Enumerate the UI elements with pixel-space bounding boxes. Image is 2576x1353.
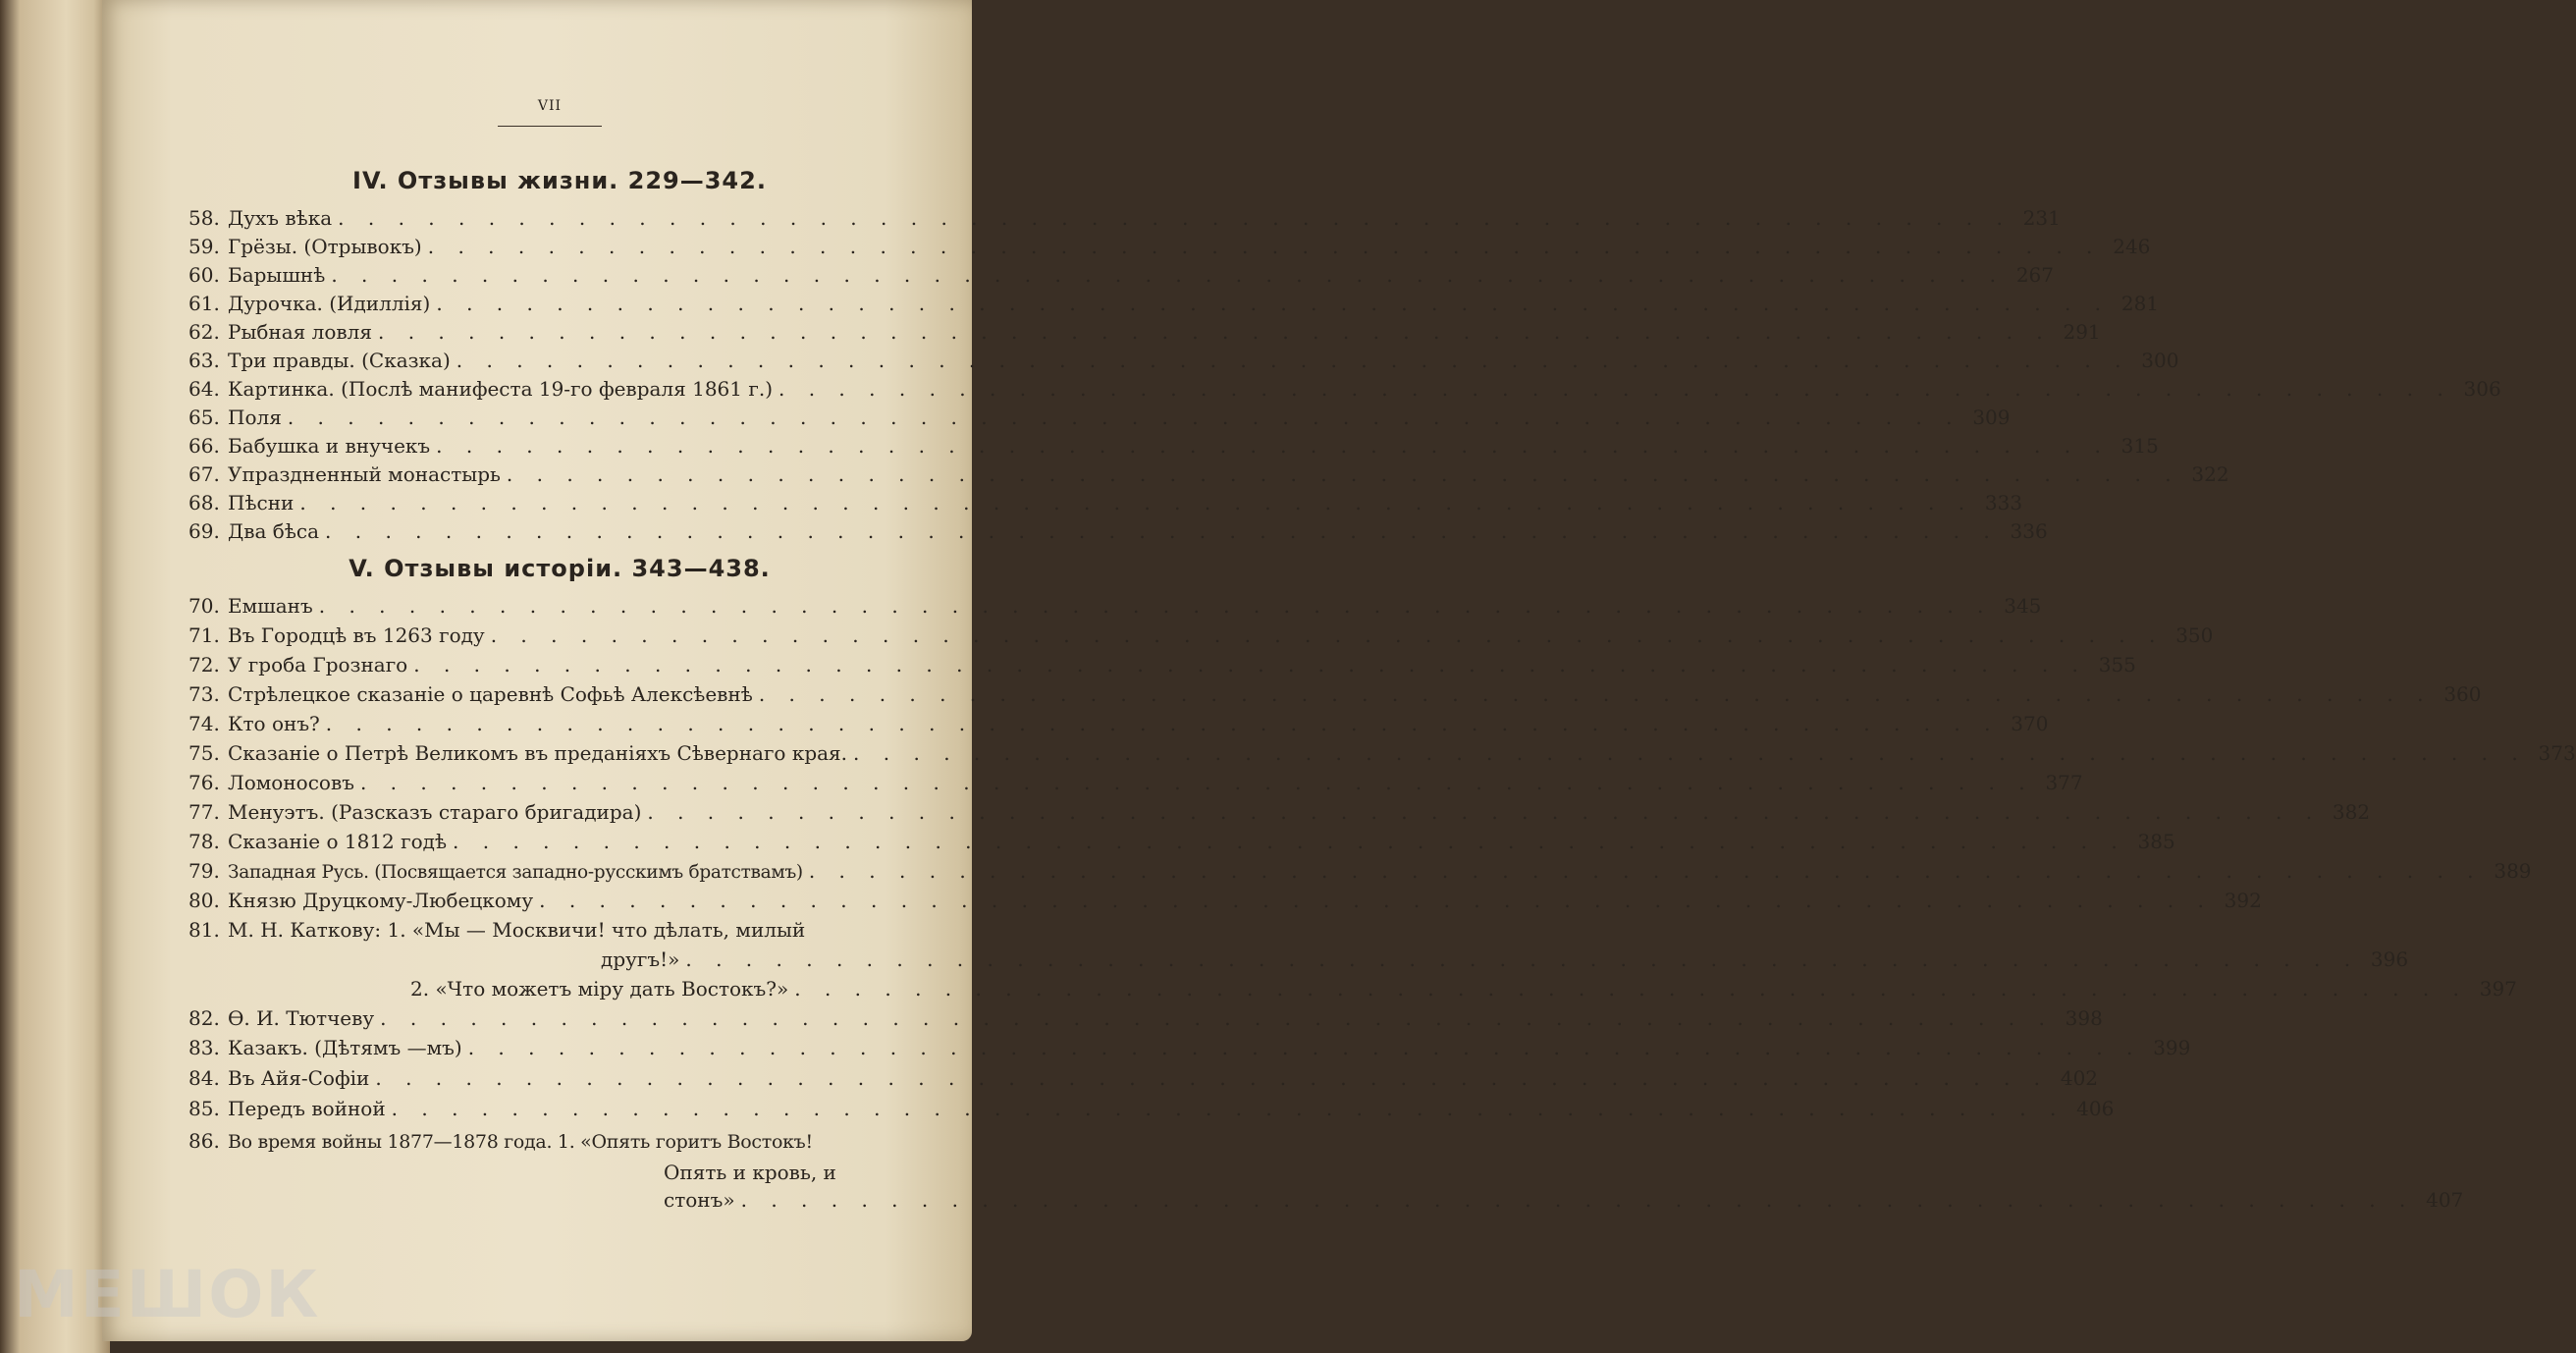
entry-page: 350 bbox=[2175, 623, 2214, 647]
toc-entry-war-line1 bbox=[188, 1129, 921, 1159]
leader-dots: . . . . . . . . . . . . . . . . . . . . . . . . . . . . . . . . . . . . . . . . . . . . . . . . . . . . . . . . bbox=[436, 434, 2110, 458]
entry-page: 345 bbox=[2004, 594, 2042, 618]
toc-entry bbox=[188, 771, 2083, 800]
leader-dots: . . . . . . . . . . . . . . . . . . . . . . . . . . . . . . . . . . . . . . . . . . . . . . . . . . . . . . . . bbox=[808, 859, 2483, 883]
leader-dots: . . . . . . . . . . . . . . . . . . . . . . . . . . . . . . . . . . . . . . . . . . . . . . . . . . . . . . . . bbox=[375, 1066, 2050, 1090]
leader-dots: . . . . . . . . . . . . . . . . . . . . . . . . . . . . . . . . . . . . . . . . . . . . . . . . . . . . . . . . bbox=[758, 682, 2433, 706]
entry-page: 399 bbox=[2153, 1036, 2191, 1059]
toc-entry bbox=[188, 594, 2042, 623]
entry-title: Емшанъ bbox=[228, 594, 313, 618]
toc-entry bbox=[188, 377, 2501, 406]
entry-number: 74. bbox=[188, 712, 220, 735]
entry-title-cont: стонъ» bbox=[664, 1188, 735, 1212]
toc-entry bbox=[188, 235, 2151, 264]
toc-entry bbox=[188, 800, 2371, 830]
leader-dots: . . . . . . . . . . . . . . . . . . . . . . . . . . . . . . . . . . . . . . . . . . . . . . . . . . . . . . . . bbox=[685, 947, 2360, 971]
leader-dots: . . . . . . . . . . . . . . . . . . . . . . . . . . . . . . . . . . . . . . . . . . . . . . . . . . . . . . . . bbox=[287, 406, 1961, 429]
entry-number: 64. bbox=[188, 377, 220, 401]
toc-entry bbox=[188, 682, 2482, 712]
toc-entry bbox=[188, 1006, 2103, 1036]
entry-page: 406 bbox=[2076, 1097, 2115, 1120]
entry-page: 385 bbox=[2137, 830, 2175, 853]
entry-page: 370 bbox=[2011, 712, 2049, 735]
entry-title: Три правды. (Сказка) bbox=[228, 349, 451, 372]
entry-number: 76. bbox=[188, 771, 220, 794]
entry-page: 309 bbox=[1972, 406, 2011, 429]
toc-entry bbox=[188, 462, 2229, 492]
leader-dots: . . . . . . . . . . . . . . . . . . . . . . . . . . . . . . . . . . . . . . . . . . . . . . . . . . . . . . . . bbox=[325, 712, 2000, 735]
leader-dots: . . . . . . . . . . . . . . . . . . . . . . . . . . . . . . . . . . . . . . . . . . . . . . . . . . . . . . . . bbox=[467, 1036, 2142, 1059]
entry-title: Два бѣса bbox=[228, 519, 320, 543]
entry-number: 86. bbox=[188, 1129, 220, 1153]
toc-entry-war-line3 bbox=[664, 1188, 2464, 1218]
toc-entry bbox=[188, 263, 2055, 293]
toc-entry-katkov-line3 bbox=[410, 977, 2517, 1006]
entry-number: 63. bbox=[188, 349, 220, 372]
entry-title: Упраздненный монастырь bbox=[228, 462, 501, 486]
leader-dots: . . . . . . . . . . . . . . . . . . . . . . . . . . . . . . . . . . . . . . . . . . . . . . . . . . . . . . . . bbox=[391, 1097, 2066, 1120]
entry-page: 333 bbox=[1984, 491, 2023, 514]
entry-page: 392 bbox=[2224, 889, 2262, 912]
entry-page: 281 bbox=[2120, 292, 2160, 315]
watermark-logo: МЕШОК bbox=[14, 1257, 321, 1332]
entry-page: 231 bbox=[2022, 206, 2061, 230]
entry-number: 80. bbox=[188, 889, 220, 912]
entry-title: Духъ вѣка bbox=[228, 206, 333, 230]
leader-dots: . . . . . . . . . . . . . . . . . . . . . . . . . . . . . . . . . . . . . . . . . . . . . . . . . . . . . . . . bbox=[490, 623, 2165, 647]
entry-title: Въ Айя-Софіи bbox=[228, 1066, 370, 1090]
toc-entry bbox=[188, 1097, 2115, 1126]
entry-title: Рыбная ловля bbox=[228, 320, 372, 344]
leader-dots: . . . . . . . . . . . . . . . . . . . . . . . . . . . . . . . . . . . . . . . . . . . . . . . . . . . . . . . . bbox=[740, 1188, 2415, 1212]
section-heading-iv: IV. Отзывы жизни. 229—342. bbox=[352, 167, 767, 194]
leader-dots: . . . . . . . . . . . . . . . . . . . . . . . . . . . . . . . . . . . . . . . . . . . . . . . . . . . . . . . . bbox=[359, 771, 2034, 794]
toc-entry bbox=[188, 491, 2023, 520]
entry-page: 336 bbox=[2010, 519, 2048, 543]
entry-number: 69. bbox=[188, 519, 220, 543]
section-heading-v: V. Отзывы исторіи. 343—438. bbox=[349, 555, 771, 582]
entry-title: Кто онъ? bbox=[228, 712, 320, 735]
toc-entry bbox=[188, 519, 2048, 549]
entry-title: Въ Городцѣ въ 1263 году bbox=[228, 623, 485, 647]
leader-dots: . . . . . . . . . . . . . . . . . . . . . . . . . . . . . . . . . . . . . . . . . . . . . . . . . . . . . . . . bbox=[436, 292, 2111, 315]
entry-number: 85. bbox=[188, 1097, 220, 1120]
entry-title: Поля bbox=[228, 406, 282, 429]
entry-number: 67. bbox=[188, 462, 220, 486]
leader-dots: . . . . . . . . . . . . . . . . . . . . . . . . . . . . . . . . . . . . . . . . . . . . . . . . . . . . . . . . bbox=[456, 349, 2130, 372]
entry-number: 78. bbox=[188, 830, 220, 853]
entry-page: 398 bbox=[2065, 1006, 2103, 1030]
entry-title: Грёзы. (Отрывокъ) bbox=[228, 235, 422, 258]
entry-number: 82. bbox=[188, 1006, 220, 1030]
entry-number: 77. bbox=[188, 800, 220, 824]
toc-entry bbox=[188, 859, 2532, 889]
entry-number: 72. bbox=[188, 653, 220, 676]
toc-entry bbox=[188, 1036, 2191, 1065]
entry-number: 60. bbox=[188, 263, 220, 287]
leader-dots: . . . . . . . . . . . . . . . . . . . . . . . . . . . . . . . . . . . . . . . . . . . . . . . . . . . . . . . . bbox=[647, 800, 2322, 824]
entry-title: М. Н. Каткову: 1. «Мы — Москвичи! что дѣлать, милый bbox=[228, 918, 806, 942]
entry-title: Бабушка и внучекъ bbox=[228, 434, 431, 458]
toc-entry-katkov-line2 bbox=[601, 947, 2409, 977]
entry-number: 81. bbox=[188, 918, 220, 942]
leader-dots: . . . . . . . . . . . . . . . . . . . . . . . . . . . . . . . . . . . . . . . . . . . . . . . . . . . . . . . . bbox=[539, 889, 2213, 912]
leader-dots: . . . . . . . . . . . . . . . . . . . . . . . . . . . . . . . . . . . . . . . . . . . . . . . . . . . . . . . . bbox=[299, 491, 1974, 514]
entry-page: 397 bbox=[2479, 977, 2517, 1001]
entry-page: 246 bbox=[2113, 235, 2151, 258]
leader-dots: . . . . . . . . . . . . . . . . . . . . . . . . . . . . . . . . . . . . . . . . . . . . . . . . . . . . . . . . bbox=[377, 320, 2052, 344]
entry-title: Стрѣлецкое сказаніе о царевнѣ Софьѣ Алексѣевнѣ bbox=[228, 682, 753, 706]
entry-title: Сказаніе о 1812 годѣ bbox=[228, 830, 448, 853]
toc-entry bbox=[188, 889, 2262, 918]
entry-title: Западная Русь. (Посвящается западно-русскимъ братствамъ) bbox=[228, 862, 803, 883]
leader-dots: . . . . . . . . . . . . . . . . . . . . . . . . . . . . . . . . . . . . . . . . . . . . . . . . . . . . . . . . bbox=[380, 1006, 2054, 1030]
entry-number: 84. bbox=[188, 1066, 220, 1090]
toc-entry bbox=[188, 741, 2576, 771]
entry-number: 75. bbox=[188, 741, 220, 765]
entry-title: Барышнѣ bbox=[228, 263, 326, 287]
entry-number: 70. bbox=[188, 594, 220, 618]
entry-page: 322 bbox=[2191, 462, 2229, 486]
leader-dots: . . . . . . . . . . . . . . . . . . . . . . . . . . . . . . . . . . . . . . . . . . . . . . . . . . . . . . . . bbox=[338, 206, 2012, 230]
entry-title: Ломоносовъ bbox=[228, 771, 354, 794]
entry-title: Пѣсни bbox=[228, 491, 295, 514]
toc-entry bbox=[188, 434, 2159, 463]
entry-title: Князю Друцкому-Любецкому bbox=[228, 889, 534, 912]
toc-entry bbox=[188, 623, 2214, 653]
entry-title: Картинка. (Послѣ манифеста 19-го февраля 1861 г.) bbox=[228, 377, 773, 401]
entry-page: 306 bbox=[2463, 377, 2501, 401]
entry-number: 66. bbox=[188, 434, 220, 458]
entry-title: Менуэтъ. (Разсказъ стараго бригадира) bbox=[228, 800, 642, 824]
entry-page: 355 bbox=[2098, 653, 2136, 676]
entry-number: 61. bbox=[188, 292, 220, 315]
entry-title-cont: 2. «Что можетъ міру дать Востокъ?» bbox=[410, 977, 789, 1001]
entry-number: 73. bbox=[188, 682, 220, 706]
toc-entry bbox=[188, 712, 2049, 741]
entry-title: Ѳ. И. Тютчеву bbox=[228, 1006, 375, 1030]
entry-page: 291 bbox=[2063, 320, 2101, 344]
leader-dots: . . . . . . . . . . . . . . . . . . . . . . . . . . . . . . . . . . . . . . . . . . . . . . . . . . . . . . . . bbox=[318, 594, 1993, 618]
toc-entry bbox=[188, 406, 2011, 435]
entry-title: Во время войны 1877—1878 года. 1. «Опять горитъ Востокъ! bbox=[228, 1131, 813, 1153]
entry-title: Сказаніе о Петрѣ Великомъ въ преданіяхъ Сѣвернаго края. bbox=[228, 741, 848, 765]
entry-page: 300 bbox=[2141, 349, 2179, 372]
page-number: VII bbox=[537, 98, 563, 114]
entry-title-cont: другъ!» bbox=[601, 947, 680, 971]
entry-page: 315 bbox=[2120, 434, 2159, 458]
leader-dots: . . . . . . . . . . . . . . . . . . . . . . . . . . . . . . . . . . . . . . . . . . . . . . . . . . . . . . . . bbox=[853, 741, 2527, 765]
toc-entry bbox=[188, 349, 2179, 378]
toc-entry-katkov-line1 bbox=[188, 918, 921, 947]
entry-page: 377 bbox=[2045, 771, 2083, 794]
entry-title: Казакъ. (Дѣтямъ —мъ) bbox=[228, 1036, 462, 1059]
toc-entry bbox=[188, 653, 2136, 682]
entry-page: 389 bbox=[2494, 859, 2532, 883]
leader-dots: . . . . . . . . . . . . . . . . . . . . . . . . . . . . . . . . . . . . . . . . . . . . . . . . . . . . . . . . bbox=[778, 377, 2452, 401]
entry-number: 59. bbox=[188, 235, 220, 258]
entry-number: 83. bbox=[188, 1036, 220, 1059]
toc-entry bbox=[188, 1066, 2099, 1096]
leader-dots: . . . . . . . . . . . . . . . . . . . . . . . . . . . . . . . . . . . . . . . . . . . . . . . . . . . . . . . . bbox=[331, 263, 2006, 287]
toc-entry bbox=[188, 320, 2101, 350]
leader-dots: . . . . . . . . . . . . . . . . . . . . . . . . . . . . . . . . . . . . . . . . . . . . . . . . . . . . . . . . bbox=[506, 462, 2180, 486]
leader-dots: . . . . . . . . . . . . . . . . . . . . . . . . . . . . . . . . . . . . . . . . . . . . . . . . . . . . . . . . bbox=[325, 519, 1999, 543]
entry-page: 402 bbox=[2060, 1066, 2099, 1090]
entry-page: 382 bbox=[2332, 800, 2371, 824]
entry-page: 267 bbox=[2015, 263, 2055, 287]
entry-title: У гроба Грознаго bbox=[228, 653, 408, 676]
entry-page: 360 bbox=[2443, 682, 2482, 706]
entry-title: Дурочка. (Идиллія) bbox=[228, 292, 431, 315]
entry-number: 71. bbox=[188, 623, 220, 647]
entry-number: 58. bbox=[188, 206, 220, 230]
entry-number: 68. bbox=[188, 491, 220, 514]
entry-number: 65. bbox=[188, 406, 220, 429]
entry-page: 396 bbox=[2370, 947, 2409, 971]
book-spine bbox=[0, 0, 110, 1353]
leader-dots: . . . . . . . . . . . . . . . . . . . . . . . . . . . . . . . . . . . . . . . . . . . . . . . . . . . . . . . . bbox=[453, 830, 2126, 853]
entry-title: Передъ войной bbox=[228, 1097, 386, 1120]
leader-dots: . . . . . . . . . . . . . . . . . . . . . . . . . . . . . . . . . . . . . . . . . . . . . . . . . . . . . . . . bbox=[794, 977, 2468, 1001]
entry-page: 373 bbox=[2538, 741, 2576, 765]
header-rule bbox=[498, 126, 602, 127]
entry-page: 407 bbox=[2426, 1188, 2464, 1212]
entry-number: 79. bbox=[188, 859, 220, 883]
toc-entry bbox=[188, 206, 2061, 236]
entry-number: 62. bbox=[188, 320, 220, 344]
leader-dots: . . . . . . . . . . . . . . . . . . . . . . . . . . . . . . . . . . . . . . . . . . . . . . . . . . . . . . . . bbox=[413, 653, 2087, 676]
leader-dots: . . . . . . . . . . . . . . . . . . . . . . . . . . . . . . . . . . . . . . . . . . . . . . . . . . . . . . . . bbox=[427, 235, 2102, 258]
toc-entry bbox=[188, 830, 2175, 859]
toc-entry bbox=[188, 292, 2160, 321]
entry-title-cont: Опять и кровь, и bbox=[664, 1161, 836, 1184]
